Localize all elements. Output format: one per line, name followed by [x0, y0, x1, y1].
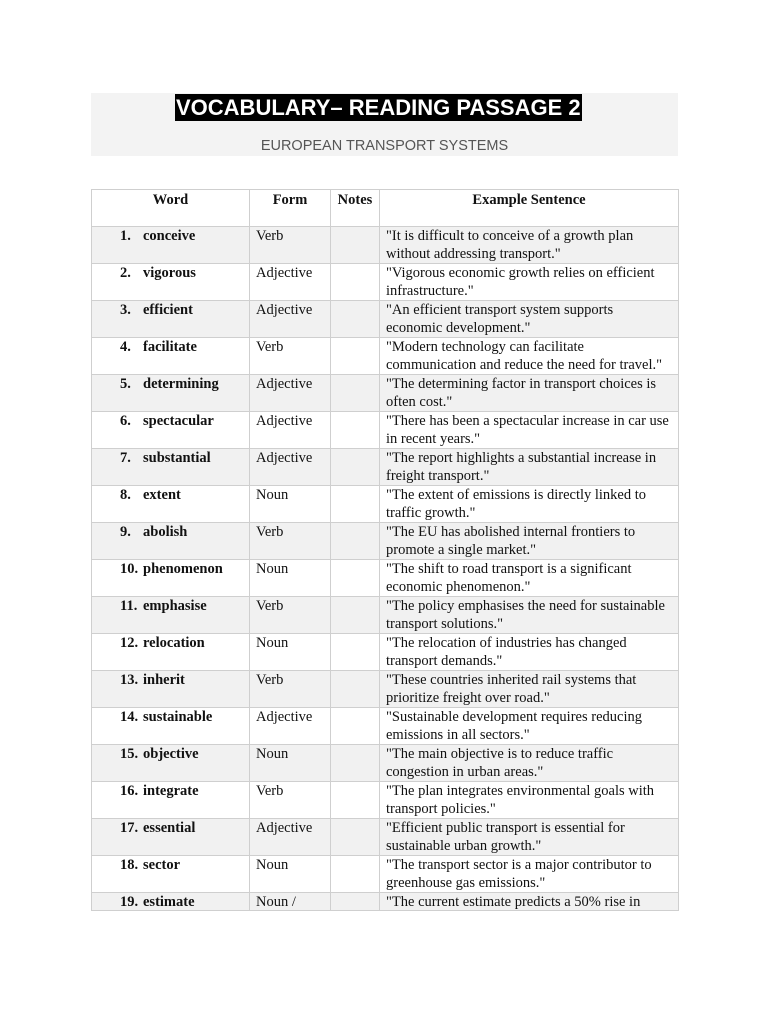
form-cell — [250, 893, 331, 911]
example-sentence-cell — [380, 745, 679, 782]
word-number: 18. — [120, 857, 139, 873]
example-sentence-cell — [380, 412, 679, 449]
form-text: Noun — [256, 746, 289, 762]
form-text: Verb — [256, 598, 284, 614]
example-sentence-cell — [380, 523, 679, 560]
form-cell — [250, 338, 331, 375]
word-text: phenomenon — [143, 561, 223, 577]
example-sentence-cell — [380, 671, 679, 708]
word-text: abolish — [143, 524, 188, 540]
example-sentence-cell — [380, 708, 679, 745]
form-text: Adjective — [256, 450, 313, 466]
example-sentence-cell — [380, 782, 679, 819]
notes-cell — [331, 893, 380, 911]
example-sentence-text: "The report highlights a substantial increase in freight transport." — [386, 450, 657, 484]
table-row — [92, 671, 679, 708]
example-sentence-text: "An efficient transport system supports economic development." — [386, 302, 614, 336]
form-cell — [250, 227, 331, 264]
word-text: integrate — [143, 783, 199, 799]
word-number: 8. — [120, 487, 131, 503]
word-text: relocation — [143, 635, 205, 651]
notes-cell — [331, 227, 380, 264]
form-text: Noun / — [256, 894, 296, 910]
form-text: Adjective — [256, 820, 313, 836]
table-row — [92, 708, 679, 745]
form-cell — [250, 708, 331, 745]
word-cell — [92, 227, 250, 264]
notes-cell — [331, 745, 380, 782]
form-text: Verb — [256, 524, 284, 540]
example-sentence-cell — [380, 449, 679, 486]
example-sentence-cell — [380, 227, 679, 264]
example-sentence-cell — [380, 560, 679, 597]
header-form: Form — [250, 190, 331, 227]
form-text: Verb — [256, 228, 284, 244]
header-word: Word — [92, 190, 250, 227]
notes-cell — [331, 338, 380, 375]
example-sentence-text: "These countries inherited rail systems that prioritize freight over road." — [386, 672, 637, 706]
table-row — [92, 560, 679, 597]
word-number: 11. — [120, 598, 138, 614]
word-cell — [92, 856, 250, 893]
notes-cell — [331, 523, 380, 560]
example-sentence-text: "The shift to road transport is a significant economic phenomenon." — [386, 561, 632, 595]
example-sentence-text: "The determining factor in transport choices is often cost." — [386, 376, 657, 410]
example-sentence-text: "The transport sector is a major contributor to greenhouse gas emissions." — [386, 857, 652, 891]
form-cell — [250, 856, 331, 893]
word-number: 17. — [120, 820, 139, 836]
notes-cell — [331, 671, 380, 708]
vocabulary-table — [91, 189, 679, 911]
form-cell — [250, 597, 331, 634]
word-cell — [92, 597, 250, 634]
form-text: Adjective — [256, 709, 313, 725]
header-example-sentence: Example Sentence — [380, 190, 679, 227]
form-cell — [250, 819, 331, 856]
word-cell — [92, 819, 250, 856]
notes-cell — [331, 782, 380, 819]
form-text: Noun — [256, 635, 289, 651]
word-number: 6. — [120, 413, 131, 429]
word-number: 4. — [120, 339, 131, 355]
word-cell — [92, 412, 250, 449]
form-cell — [250, 486, 331, 523]
word-cell — [92, 708, 250, 745]
word-number: 2. — [120, 265, 131, 281]
form-cell — [250, 264, 331, 301]
word-cell — [92, 375, 250, 412]
word-text: sector — [143, 857, 181, 873]
table-row — [92, 523, 679, 560]
form-text: Adjective — [256, 265, 313, 281]
notes-cell — [331, 856, 380, 893]
word-text: efficient — [143, 302, 193, 318]
word-text: inherit — [143, 672, 185, 688]
form-cell — [250, 745, 331, 782]
word-cell — [92, 560, 250, 597]
example-sentence-text: "The plan integrates environmental goals with transport policies." — [386, 783, 655, 817]
word-number: 12. — [120, 635, 139, 651]
form-text: Noun — [256, 857, 289, 873]
document-subtitle: EUROPEAN TRANSPORT SYSTEMS — [260, 138, 509, 154]
example-sentence-text: "Vigorous economic growth relies on efficient infrastructure." — [386, 265, 655, 299]
word-cell — [92, 745, 250, 782]
table-row — [92, 782, 679, 819]
word-text: essential — [143, 820, 196, 836]
form-text: Adjective — [256, 302, 313, 318]
word-text: spectacular — [143, 413, 214, 429]
word-text: substantial — [143, 450, 211, 466]
word-cell — [92, 264, 250, 301]
word-text: extent — [143, 487, 181, 503]
table-row — [92, 486, 679, 523]
word-text: sustainable — [143, 709, 213, 725]
table-row — [92, 597, 679, 634]
word-cell — [92, 782, 250, 819]
word-cell — [92, 893, 250, 911]
form-text: Adjective — [256, 413, 313, 429]
table-row — [92, 856, 679, 893]
notes-cell — [331, 819, 380, 856]
word-number: 1. — [120, 228, 131, 244]
form-cell — [250, 375, 331, 412]
form-text: Noun — [256, 487, 289, 503]
form-text: Verb — [256, 339, 284, 355]
example-sentence-cell — [380, 634, 679, 671]
form-text: Adjective — [256, 376, 313, 392]
word-cell — [92, 486, 250, 523]
table-row — [92, 449, 679, 486]
header-notes: Notes — [331, 190, 380, 227]
notes-cell — [331, 375, 380, 412]
word-text: emphasise — [143, 598, 207, 614]
form-cell — [250, 634, 331, 671]
form-cell — [250, 782, 331, 819]
example-sentence-text: "The relocation of industries has changed transport demands." — [386, 635, 627, 669]
example-sentence-cell — [380, 597, 679, 634]
form-text: Verb — [256, 783, 284, 799]
word-cell — [92, 634, 250, 671]
table-row — [92, 264, 679, 301]
example-sentence-cell — [380, 893, 679, 911]
table-row — [92, 227, 679, 264]
word-number: 13. — [120, 672, 139, 688]
table-row — [92, 819, 679, 856]
notes-cell — [331, 412, 380, 449]
form-cell — [250, 560, 331, 597]
example-sentence-cell — [380, 819, 679, 856]
word-number: 9. — [120, 524, 131, 540]
word-text: facilitate — [143, 339, 197, 355]
example-sentence-text: "It is difficult to conceive of a growth plan without addressing transport." — [386, 228, 634, 262]
word-text: estimate — [143, 894, 195, 910]
word-number: 3. — [120, 302, 131, 318]
form-cell — [250, 301, 331, 338]
word-cell — [92, 338, 250, 375]
word-number: 14. — [120, 709, 139, 725]
word-number: 19. — [120, 894, 139, 910]
example-sentence-text: "There has been a spectacular increase in car use in recent years." — [386, 413, 669, 447]
form-cell — [250, 671, 331, 708]
table-header-row — [92, 190, 679, 227]
notes-cell — [331, 301, 380, 338]
word-number: 5. — [120, 376, 131, 392]
word-number: 10. — [120, 561, 139, 577]
table-row — [92, 338, 679, 375]
word-cell — [92, 523, 250, 560]
word-cell — [92, 671, 250, 708]
notes-cell — [331, 634, 380, 671]
word-text: vigorous — [143, 265, 196, 281]
example-sentence-cell — [380, 264, 679, 301]
example-sentence-cell — [380, 486, 679, 523]
example-sentence-cell — [380, 375, 679, 412]
word-text: conceive — [143, 228, 196, 244]
example-sentence-text: "Sustainable development requires reducing emissions in all sectors." — [386, 709, 642, 743]
table-row — [92, 745, 679, 782]
word-number: 16. — [120, 783, 139, 799]
example-sentence-text: "The policy emphasises the need for sustainable transport solutions." — [386, 598, 665, 632]
form-text: Verb — [256, 672, 284, 688]
example-sentence-cell — [380, 338, 679, 375]
example-sentence-text: "Efficient public transport is essential for sustainable urban growth." — [386, 820, 625, 854]
notes-cell — [331, 597, 380, 634]
form-text: Noun — [256, 561, 289, 577]
form-cell — [250, 449, 331, 486]
example-sentence-text: "Modern technology can facilitate communication and reduce the need for travel." — [386, 339, 663, 373]
form-cell — [250, 523, 331, 560]
example-sentence-cell — [380, 856, 679, 893]
table-row — [92, 634, 679, 671]
table-row — [92, 375, 679, 412]
example-sentence-cell — [380, 301, 679, 338]
table-row — [92, 301, 679, 338]
document-title: VOCABULARY– READING PASSAGE 2 — [176, 95, 581, 120]
example-sentence-text: "The EU has abolished internal frontiers to promote a single market." — [386, 524, 636, 558]
notes-cell — [331, 449, 380, 486]
word-text: determining — [143, 376, 219, 392]
word-number: 7. — [120, 450, 131, 466]
word-cell — [92, 301, 250, 338]
table-row — [92, 412, 679, 449]
notes-cell — [331, 486, 380, 523]
example-sentence-text: "The current estimate predicts a 50% rise in — [386, 894, 641, 910]
notes-cell — [331, 264, 380, 301]
table-row — [92, 893, 679, 911]
example-sentence-text: "The extent of emissions is directly linked to traffic growth." — [386, 487, 647, 521]
example-sentence-text: "The main objective is to reduce traffic congestion in urban areas." — [386, 746, 614, 780]
word-text: objective — [143, 746, 199, 762]
notes-cell — [331, 560, 380, 597]
notes-cell — [331, 708, 380, 745]
word-number: 15. — [120, 746, 139, 762]
form-cell — [250, 412, 331, 449]
word-cell — [92, 449, 250, 486]
